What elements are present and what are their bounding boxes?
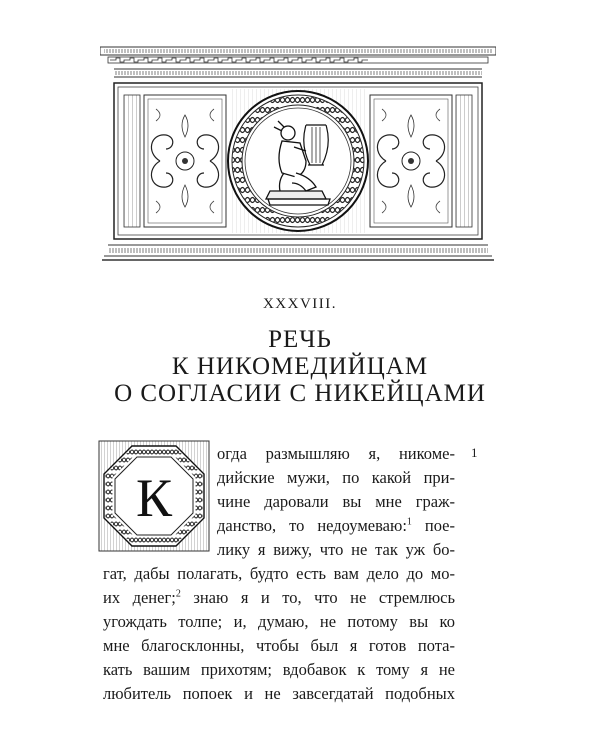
text-line [103, 612, 455, 632]
text-line [217, 444, 455, 464]
text-line-content: их денег; [103, 588, 176, 607]
text-line [103, 636, 455, 656]
text-line-content: огда размышляю я, никоме- [217, 444, 455, 463]
central-medallion [228, 89, 368, 233]
decorated-initial [98, 440, 210, 552]
text-line-content: знаю я и то, что не стремлюсь [180, 588, 455, 607]
text-line [217, 468, 455, 488]
footnote-marker[interactable]: 2 [175, 588, 181, 600]
text-line [103, 588, 455, 608]
chapter-title [0, 326, 600, 407]
text-line-content: гат, дабы полагать, будто есть вам дело до мо- [103, 564, 455, 583]
text-line-content: кать вашим прихотям; вдобавок к тому я не [103, 660, 455, 679]
ornamental-headpiece [100, 45, 496, 265]
left-ornament-panel [124, 95, 226, 227]
text-line-content: лику я вижу, что не так уж бо- [217, 540, 455, 559]
right-ornament-panel [370, 95, 472, 227]
cornice [100, 47, 496, 77]
text-line-content: мне благосклонны, чтобы был я готов пота- [103, 636, 455, 655]
margin-paragraph-number: 1 [471, 445, 478, 460]
text-line-content: данство, то недоумеваю: [217, 516, 407, 535]
text-line [217, 516, 455, 536]
text-line-content: дийские мужи, по какой при- [217, 468, 455, 487]
text-line-content: угождать толпе; и, думаю, не потому вы ко [103, 612, 455, 631]
text-line [103, 684, 455, 704]
text-line-content: любитель попоек и не завсегдатай подобных [103, 684, 455, 703]
chapter-title-line: РЕЧЬ [268, 326, 332, 353]
footnote-marker[interactable]: 1 [406, 516, 412, 528]
text-line [103, 660, 455, 680]
base-moulding [102, 245, 494, 260]
text-line [217, 492, 455, 512]
initial-letter: К [135, 468, 173, 528]
chapter-title-line: К НИКОМЕДИЙЦАМ [171, 353, 429, 380]
chapter-title-line: О СОГЛАСИИ С НИКЕЙЦАМИ [114, 380, 486, 407]
text-line [217, 540, 455, 560]
text-line-content: пое- [411, 516, 455, 535]
chapter-number: XXXVIII. [262, 296, 338, 312]
text-line [103, 564, 455, 584]
text-line-content: чине даровали вы мне граж- [217, 492, 455, 511]
